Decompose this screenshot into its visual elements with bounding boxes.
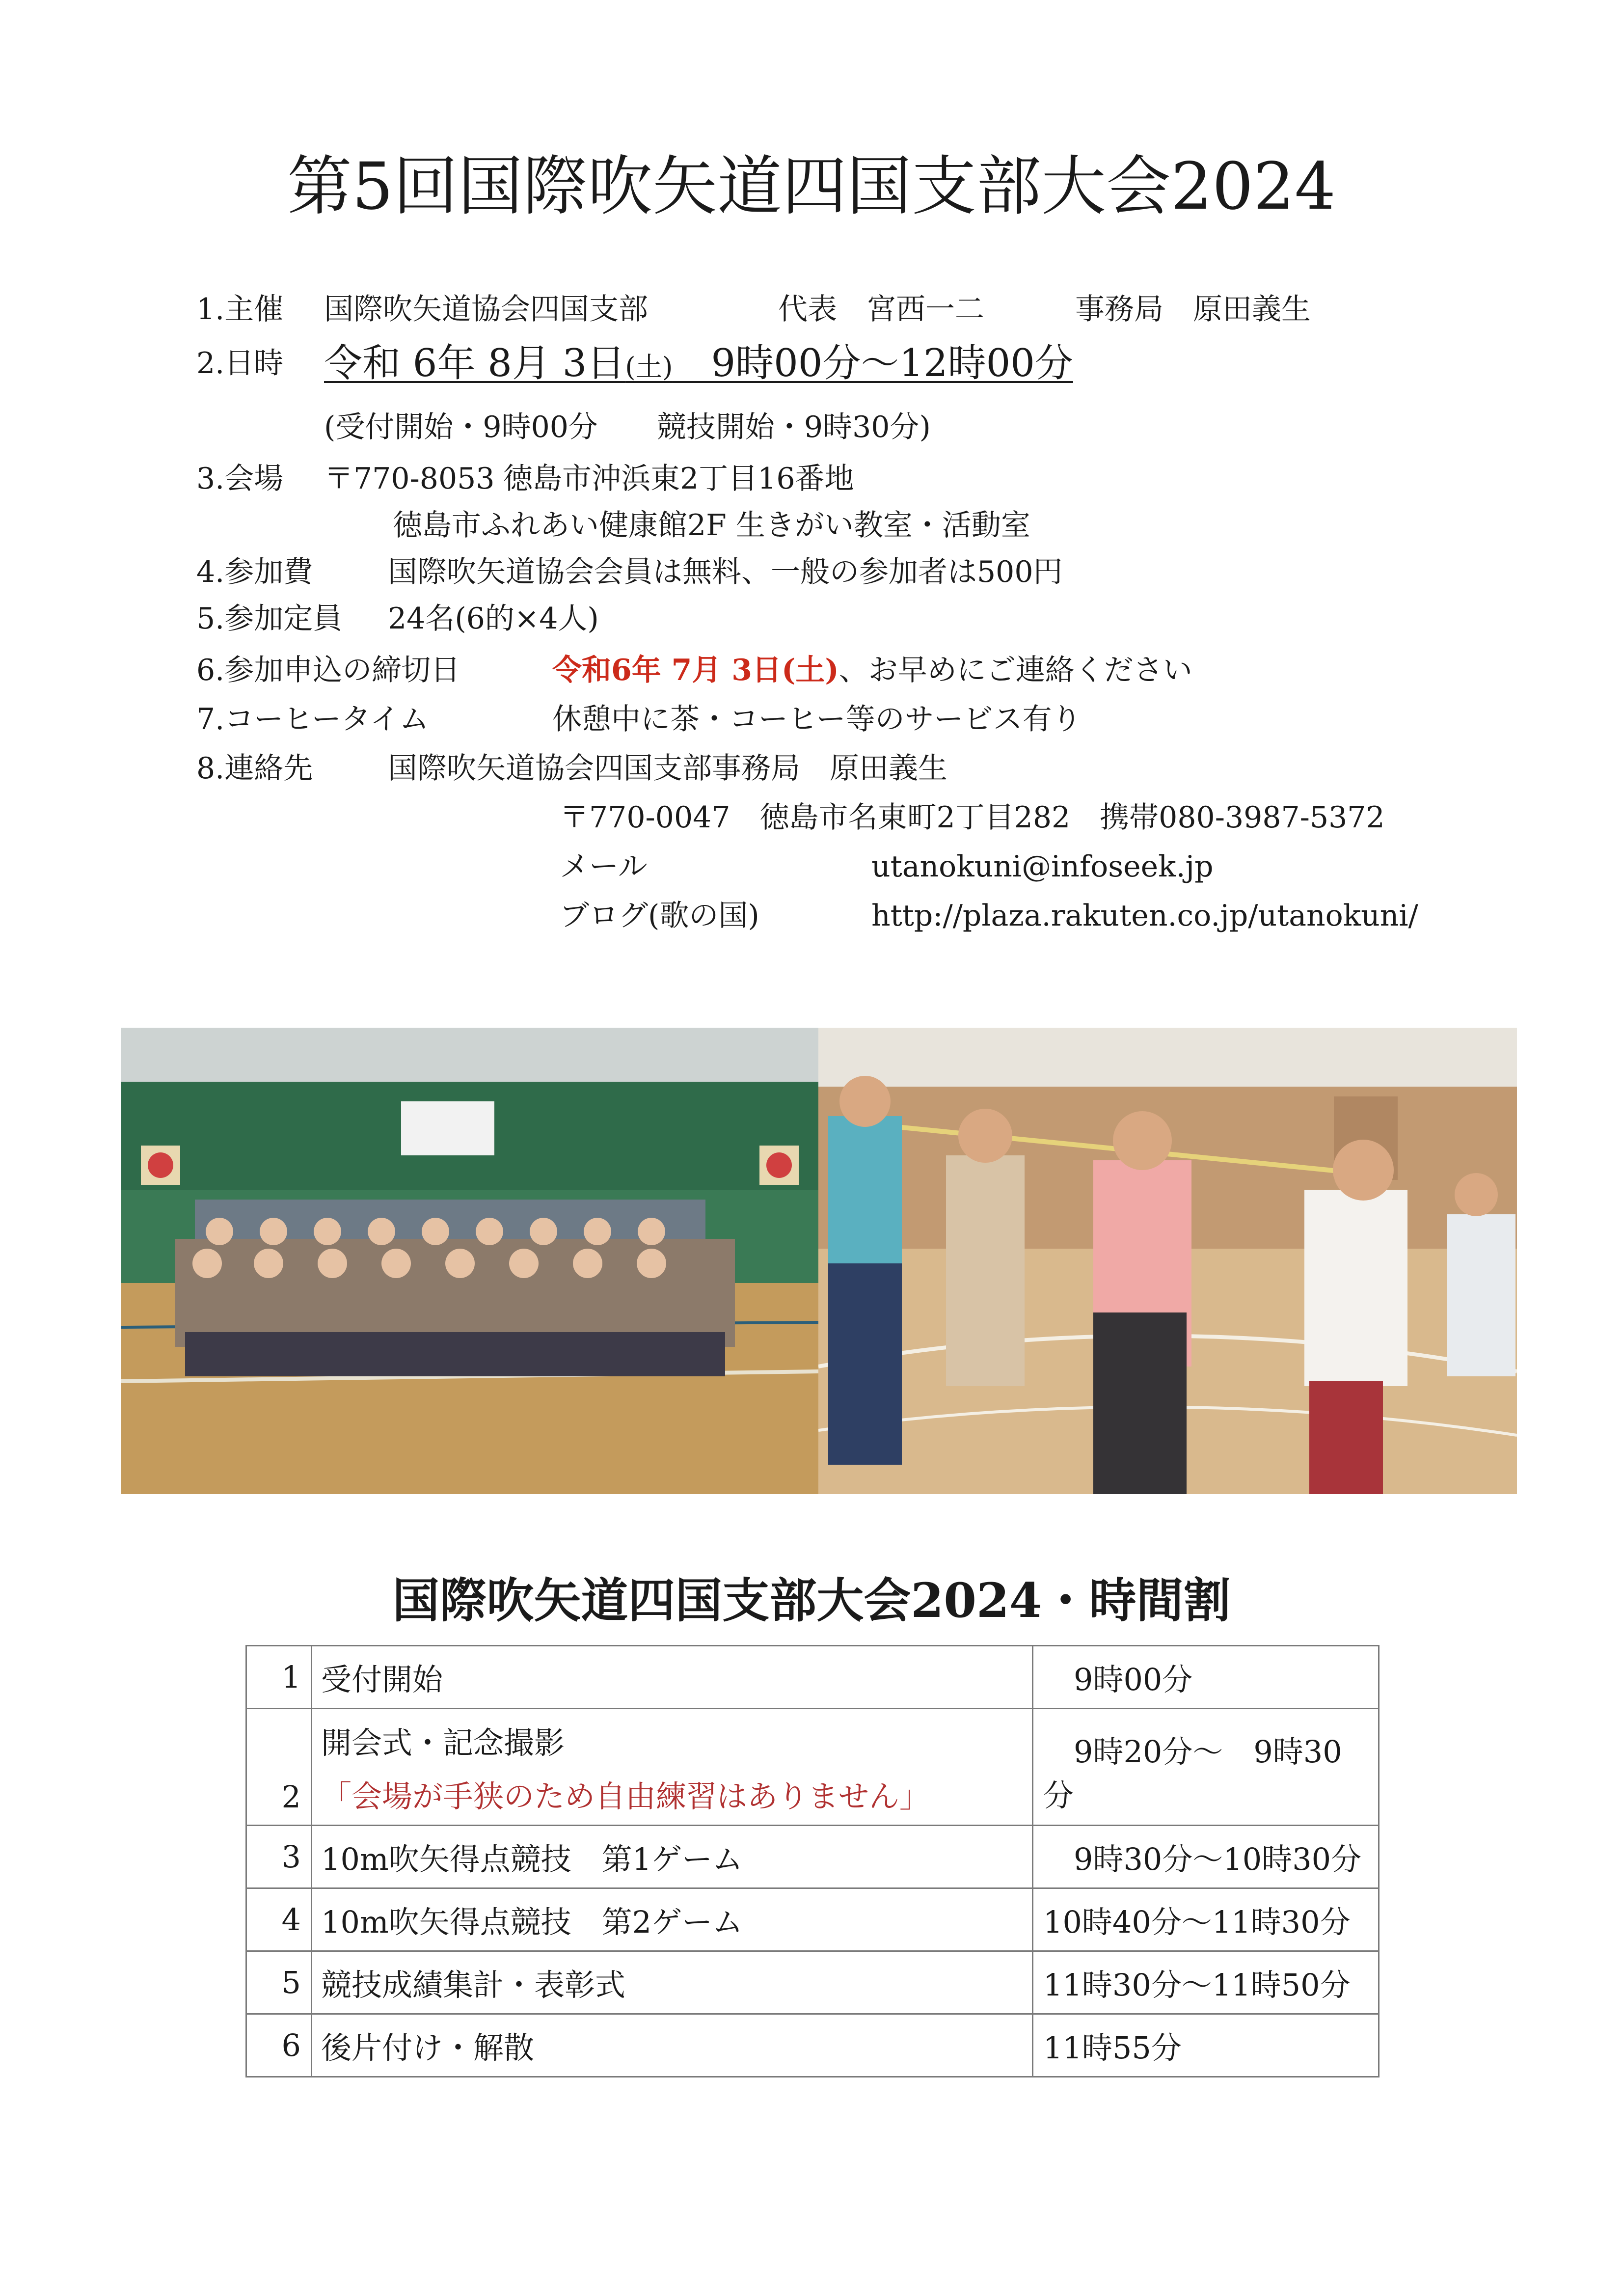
organizer-org: 国際吹矢道協会四国支部	[324, 292, 648, 327]
event-weekday: (土)	[625, 351, 673, 383]
schedule-title: 国際吹矢道四国支部大会2024・時間割	[392, 1573, 1231, 1628]
organizer-label: 1.主催	[196, 292, 284, 327]
organizer-rep: 代表 宮西一二	[778, 292, 984, 327]
row-item: 開会式・記念撮影	[321, 1724, 565, 1761]
row-number: 3	[246, 1826, 312, 1888]
venue-label: 3.会場	[196, 462, 284, 496]
coffee-label: 7.コーヒータイム	[196, 702, 429, 737]
organizer-office: 事務局 原田義生	[1075, 292, 1311, 327]
deadline-label: 6.参加申込の締切日	[196, 653, 460, 687]
table-row	[246, 1826, 1379, 1888]
table-row	[246, 2014, 1379, 2077]
row-item-cell	[312, 1709, 1033, 1826]
row-number: 6	[246, 2014, 312, 2077]
row-time: 11時30分～11時50分	[1033, 1951, 1379, 2014]
event-date	[324, 340, 1073, 390]
row-item: 10m吹矢得点競技 第2ゲーム	[312, 1888, 1033, 1951]
row-number: 5	[246, 1951, 312, 2014]
group-photo-image	[121, 1028, 818, 1494]
row-number: 2	[246, 1709, 312, 1826]
competition-photo-image	[818, 1028, 1517, 1494]
row-time: 11時55分	[1033, 2014, 1379, 2077]
venue-building: 徳島市ふれあい健康館2F 生きがい教室・活動室	[393, 508, 1030, 543]
row-time: 9時00分	[1033, 1646, 1379, 1709]
fee-text: 国際吹矢道協会会員は無料、一般の参加者は500円	[388, 555, 1063, 589]
deadline-line	[552, 651, 1192, 690]
row-item: 受付開始	[312, 1646, 1033, 1709]
date-sub: (受付開始・9時00分 競技開始・9時30分)	[324, 410, 931, 444]
row-number: 1	[246, 1646, 312, 1709]
contact-label: 8.連絡先	[196, 751, 313, 786]
contact-blog: http://plaza.rakuten.co.jp/utanokuni/	[871, 899, 1418, 933]
venue-address: 徳島市沖浜東2丁目16番地	[503, 462, 854, 496]
coffee-text: 休憩中に茶・コーヒー等のサービス有り	[552, 702, 1082, 737]
contact-mail-label: メール	[560, 849, 648, 884]
contact-address: 〒770-0047 徳島市名東町2丁目282 携帯080-3987-5372	[560, 800, 1385, 835]
table-row	[246, 1646, 1379, 1709]
fee-label: 4.参加費	[196, 555, 313, 589]
schedule-table	[245, 1645, 1380, 2077]
row-item: 競技成績集計・表彰式	[312, 1951, 1033, 2014]
date-label: 2.日時	[196, 346, 284, 381]
contact-mail: utanokuni@infoseek.jp	[871, 849, 1214, 884]
row-time: 9時30分～10時30分	[1033, 1826, 1379, 1888]
contact-text: 国際吹矢道協会四国支部事務局 原田義生	[388, 751, 947, 786]
deadline-date: 令和6年 7月 3日(土)	[552, 653, 839, 687]
page-title: 第5回国際吹矢道四国支部大会2024	[287, 149, 1336, 224]
event-date-main: 令和 6年 8月 3日	[324, 341, 625, 385]
event-time: 9時00分～12時00分	[711, 341, 1073, 385]
capacity-text: 24名(6的×4人)	[388, 601, 599, 636]
capacity-label: 5.参加定員	[196, 601, 343, 636]
table-row	[246, 1888, 1379, 1951]
table-row	[246, 1709, 1379, 1826]
contact-blog-label: ブログ(歌の国)	[560, 899, 759, 933]
table-row	[246, 1951, 1379, 2014]
deadline-text: 、お早めにご連絡ください	[839, 653, 1192, 687]
row-item: 10m吹矢得点競技 第1ゲーム	[312, 1826, 1033, 1888]
row-note: 「会場が手狭のため自由練習はありません」	[321, 1778, 930, 1814]
group-photo	[121, 1028, 818, 1494]
row-time: 10時40分～11時30分	[1033, 1888, 1379, 1951]
venue-postal: 〒770-8053	[324, 462, 495, 496]
row-time: 9時20分～ 9時30分	[1033, 1709, 1379, 1826]
row-number: 4	[246, 1888, 312, 1951]
row-item: 後片付け・解散	[312, 2014, 1033, 2077]
competition-photo	[818, 1028, 1517, 1494]
